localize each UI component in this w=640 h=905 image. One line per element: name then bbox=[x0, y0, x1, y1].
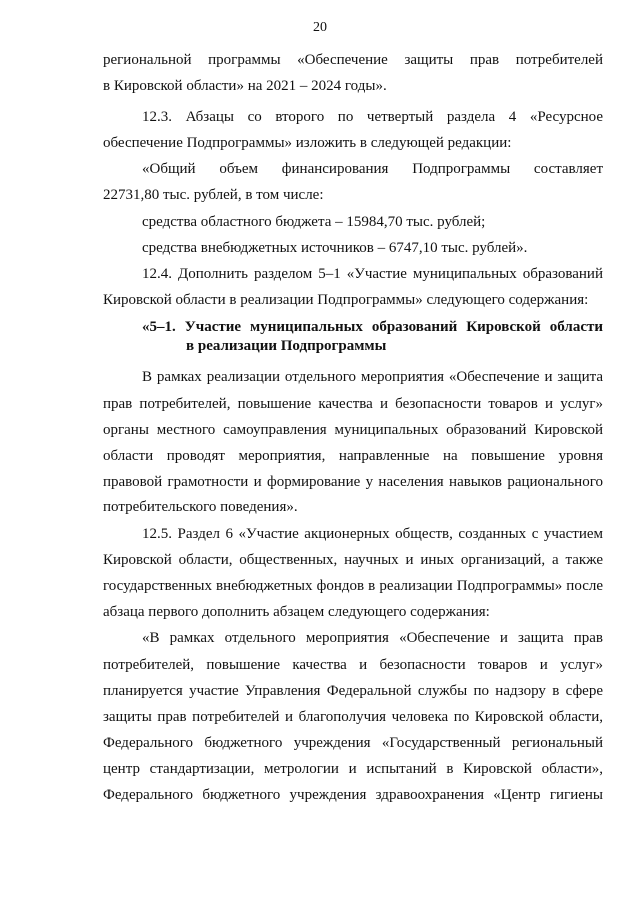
text-line: области проводят мероприятия, направленные на повышение уровня bbox=[103, 448, 603, 464]
text-line: 12.5. Раздел 6 «Участие акционерных обществ, созданных с участием bbox=[142, 526, 603, 542]
text-line: прав потребителей, повышение качества и безопасности товаров и услуг» bbox=[103, 396, 603, 412]
section-heading: в реализации Подпрограммы bbox=[186, 338, 387, 354]
text-line: защиты прав потребителей и благополучия человека по Кировской области, bbox=[103, 709, 603, 725]
text-line: средства внебюджетных источников – 6747,10 тыс. рублей». bbox=[142, 240, 528, 256]
section-heading: «5–1. Участие муниципальных образований Кировской области bbox=[142, 319, 603, 335]
text-line: планируется участие Управления Федеральной службы по надзору в сфере bbox=[103, 683, 603, 699]
text-line: государственных внебюджетных фондов в реализации Подпрограммы» после bbox=[103, 578, 603, 594]
text-line: 12.3. Абзацы со второго по четвертый раздела 4 «Ресурсное bbox=[142, 109, 603, 125]
text-line: центр стандартизации, метрологии и испытаний в Кировской области», bbox=[103, 761, 603, 777]
text-line: «Общий объем финансирования Подпрограммы составляет bbox=[142, 161, 603, 177]
text-line: «В рамках отдельного мероприятия «Обеспечение и защита прав bbox=[142, 630, 603, 646]
text-line: правовой грамотности и формирование у населения навыков рационального bbox=[103, 474, 603, 490]
text-line: Федерального бюджетного учреждения здравоохранения «Центр гигиены bbox=[103, 787, 603, 803]
text-line: Кировской области в реализации Подпрограммы» следующего содержания: bbox=[103, 292, 589, 308]
page-number: 20 bbox=[313, 20, 327, 35]
text-line: потребителей, повышение качества и безопасности товаров и услуг» bbox=[103, 657, 603, 673]
text-line: в Кировской области» на 2021 – 2024 годы». bbox=[103, 78, 387, 94]
text-line: обеспечение Подпрограммы» изложить в следующей редакции: bbox=[103, 135, 512, 151]
text-line: абзаца первого дополнить абзацем следующего содержания: bbox=[103, 604, 490, 620]
text-line: средства областного бюджета – 15984,70 тыс. рублей; bbox=[142, 214, 486, 230]
text-line: 22731,80 тыс. рублей, в том числе: bbox=[103, 187, 324, 203]
text-line: Федерального бюджетного учреждения «Государственный региональный bbox=[103, 735, 603, 751]
text-line: органы местного самоуправления муниципальных образований Кировской bbox=[103, 422, 603, 438]
text-line: В рамках реализации отдельного мероприятия «Обеспечение и защита bbox=[142, 369, 603, 385]
text-line: 12.4. Дополнить разделом 5–1 «Участие муниципальных образований bbox=[142, 266, 603, 282]
text-line: региональной программы «Обеспечение защиты прав потребителей bbox=[103, 52, 603, 68]
text-line: потребительского поведения». bbox=[103, 499, 298, 515]
text-line: Кировской области, общественных, научных и иных организаций, а также bbox=[103, 552, 603, 568]
